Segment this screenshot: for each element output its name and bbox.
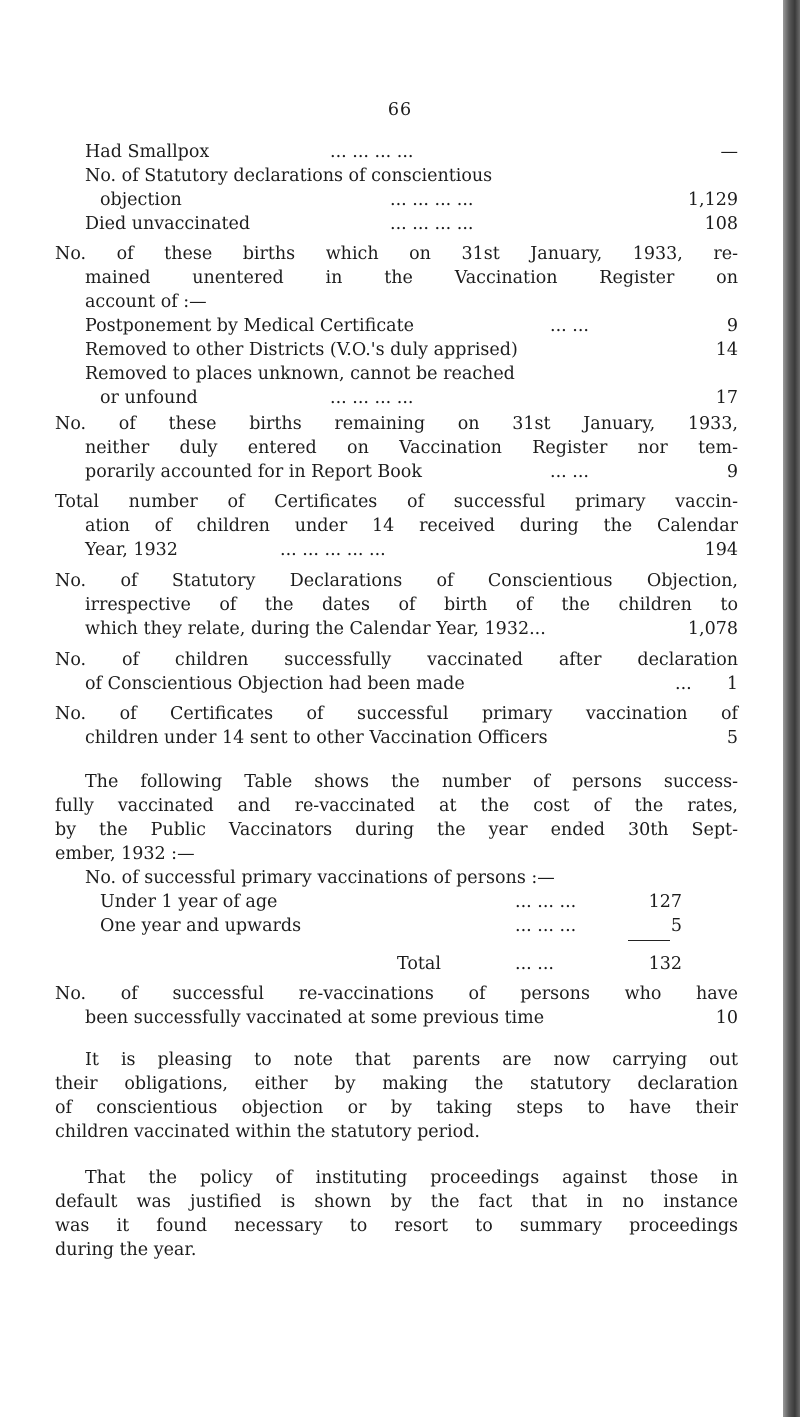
leader-dots: ... ... ...: [515, 916, 577, 936]
certificates-sent: [55, 702, 738, 726]
row-label: Died unvaccinated: [85, 214, 251, 234]
certificates-sent-last: [55, 726, 738, 750]
list-row-objection: [55, 188, 738, 212]
row-value: 5: [726, 728, 738, 748]
text-line: ember, 1932 :—: [55, 844, 195, 864]
text-line: by the Public Vaccinators during the year ended 30th Sept-: [55, 820, 738, 840]
text-line: Total number of Certificates of successful primary vaccin-: [55, 492, 738, 512]
list-row-had-smallpox: [55, 140, 738, 164]
text-line: irrespective of the dates of birth of the children to: [85, 595, 738, 615]
row-label: Under 1 year of age: [100, 892, 278, 912]
text-line: account of :—: [85, 292, 207, 312]
page-edge-shadow: [783, 0, 800, 1417]
leader-dots: ... ...: [515, 954, 554, 974]
text-line: was it found necessary to resort to summary proceedings: [55, 1216, 738, 1236]
row-label: Year, 1932: [85, 540, 178, 560]
row-label: which they relate, during the Calendar Year, 1932...: [85, 619, 546, 639]
row-label: Removed to places unknown, cannot be reached: [85, 364, 515, 384]
row-label: Total: [397, 954, 441, 974]
unentered-heading: [55, 242, 738, 314]
total-rule: [628, 940, 670, 941]
row-value: 194: [704, 540, 738, 560]
leader-dots: ... ... ... ...: [390, 214, 474, 234]
row-label: porarily accounted for in Report Book: [85, 462, 422, 482]
text-line: fully vaccinated and re-vaccinated at the cost of the rates,: [55, 796, 738, 816]
row-value: 1,129: [687, 190, 738, 210]
vaccinated-after-declaration: [55, 648, 738, 672]
text-line: That the policy of instituting proceedings against those in: [85, 1168, 738, 1188]
certificates-total-last: [55, 538, 738, 562]
primary-row-under-1: [55, 890, 738, 914]
row-label: Had Smallpox: [85, 142, 210, 162]
list-row-died-unvaccinated: [55, 212, 738, 236]
list-row-postponement: [55, 314, 738, 338]
leader-dots: ... ... ... ...: [330, 388, 414, 408]
paragraph-pleasing: [55, 1048, 738, 1144]
row-value: 5: [670, 916, 682, 936]
row-label: No. of successful primary vaccinations of persons :—: [85, 868, 555, 888]
row-value: 108: [704, 214, 738, 234]
primary-heading: [55, 866, 738, 890]
leader-dots: ... ...: [550, 316, 589, 336]
row-value: 127: [648, 892, 682, 912]
text-line: neither duly entered on Vaccination Register nor tem-: [85, 438, 738, 458]
leader-dots: ... ... ...: [515, 892, 577, 912]
list-row-removed-unknown: [55, 362, 738, 386]
row-value: 132: [648, 954, 682, 974]
text-line: It is pleasing to note that parents are now carrying out: [85, 1050, 738, 1070]
row-value: 1: [726, 674, 738, 694]
row-value: 9: [726, 316, 738, 336]
text-line: of conscientious objection or by taking steps to have their: [55, 1098, 738, 1118]
leader-dots: ... ... ... ...: [330, 142, 414, 162]
remaining-births-last: [55, 460, 738, 484]
list-row-removed-districts: [55, 338, 738, 362]
leader-dots: ... ...: [550, 462, 589, 482]
leader-dots: ...: [675, 674, 692, 694]
text-line: The following Table shows the number of persons success-: [85, 772, 738, 792]
list-row-statutory-declarations: [55, 164, 738, 188]
certificates-total: [55, 490, 738, 538]
revaccinations-last: [55, 1006, 738, 1030]
text-line: No. of Statutory Declarations of Conscientious Objection,: [55, 571, 738, 591]
row-label: One year and upwards: [100, 916, 302, 936]
text-line: mained unentered in the Vaccination Register on: [85, 268, 738, 288]
list-row-unfound: [55, 386, 738, 410]
leader-dots: ... ... ... ... ...: [280, 540, 386, 560]
row-value: —: [720, 142, 738, 162]
text-line: No. of Certificates of successful primary vaccination of: [55, 704, 738, 724]
text-line: children vaccinated within the statutory period.: [55, 1122, 480, 1142]
text-line: No. of successful re-vaccinations of persons who have: [55, 984, 738, 1004]
row-label: or unfound: [100, 388, 198, 408]
leader-dots: ... ... ... ...: [390, 190, 474, 210]
text-line: during the year.: [55, 1240, 197, 1260]
paragraph-policy: [55, 1166, 738, 1262]
text-line: default was justified is shown by the fact that in no instance: [55, 1192, 738, 1212]
statutory-declarations: [55, 569, 738, 617]
row-value: 17: [715, 388, 738, 408]
statutory-declarations-last: [55, 617, 738, 641]
row-value: 9: [726, 462, 738, 482]
text-line: their obligations, either by making the statutory declaration: [55, 1074, 738, 1094]
row-value: 10: [715, 1008, 738, 1028]
text-line: ation of children under 14 received during the Calendar: [85, 516, 738, 536]
row-label: objection: [100, 190, 182, 210]
text-line: No. of these births which on 31st January, 1933, re-: [55, 244, 738, 264]
table-intro: [55, 770, 738, 866]
primary-total: [55, 952, 738, 976]
row-value: 1,078: [687, 619, 738, 639]
row-label: of Conscientious Objection had been made: [85, 674, 465, 694]
revaccinations: [55, 982, 738, 1006]
text-line: No. of these births remaining on 31st January, 1933,: [55, 414, 738, 434]
page-number: 66: [387, 100, 413, 120]
row-label: Postponement by Medical Certificate: [85, 316, 414, 336]
text-line: No. of children successfully vaccinated after declaration: [55, 650, 738, 670]
primary-row-one-year-upwards: [55, 914, 738, 938]
row-label: been successfully vaccinated at some previous time: [85, 1008, 545, 1028]
remaining-births: [55, 412, 738, 460]
row-label: Removed to other Districts (V.O.'s duly apprised): [85, 340, 518, 360]
vaccinated-after-last: [55, 672, 738, 696]
row-label: No. of Statutory declarations of conscientious: [85, 166, 493, 186]
row-value: 14: [715, 340, 738, 360]
row-label: children under 14 sent to other Vaccination Officers: [85, 728, 548, 748]
